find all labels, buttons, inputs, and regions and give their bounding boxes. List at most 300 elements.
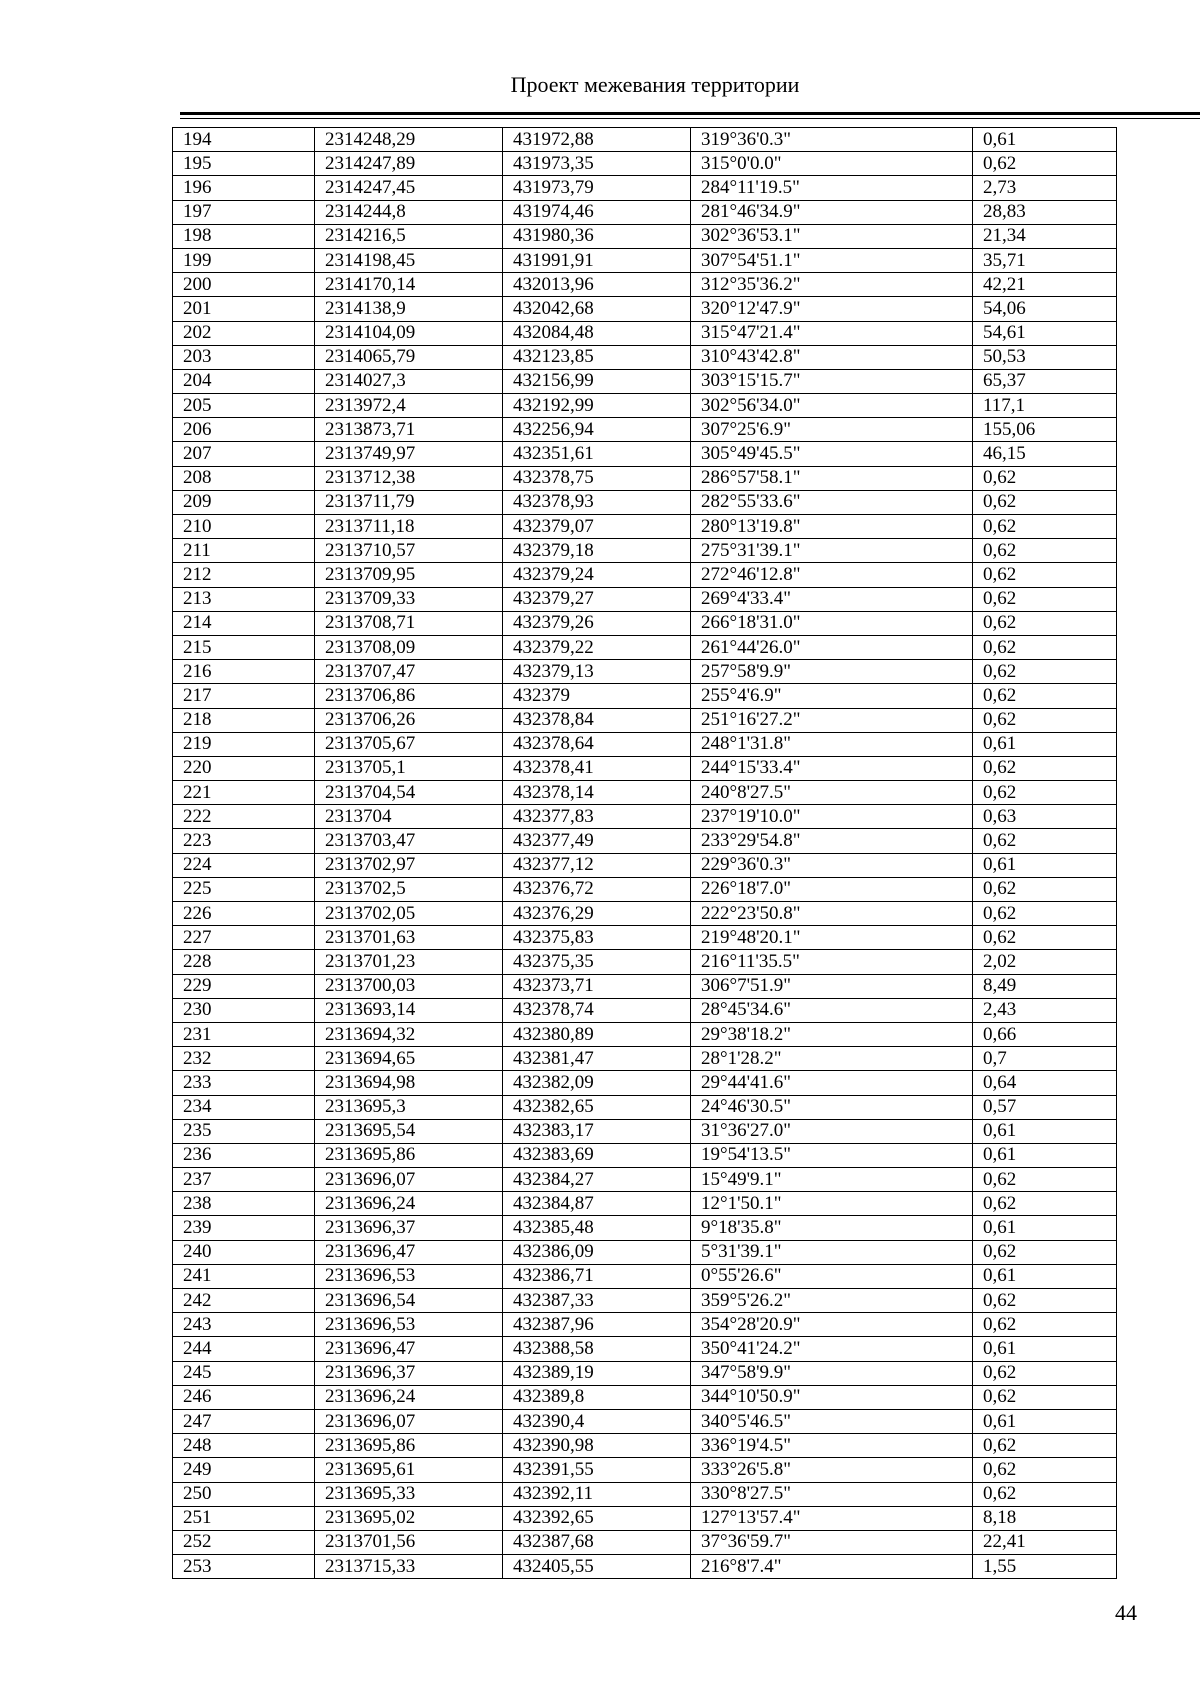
bearing-cell: 15°49'9.1" bbox=[691, 1168, 973, 1192]
table-row bbox=[173, 1482, 1117, 1506]
x-coordinate-cell: 2313695,02 bbox=[315, 1506, 503, 1530]
x-coordinate-cell: 2313702,97 bbox=[315, 853, 503, 877]
point-number-cell: 239 bbox=[173, 1216, 315, 1240]
y-coordinate-cell: 432390,4 bbox=[503, 1409, 691, 1433]
point-number-cell: 199 bbox=[173, 248, 315, 272]
y-coordinate-cell: 432378,93 bbox=[503, 490, 691, 514]
point-number-cell: 201 bbox=[173, 297, 315, 321]
y-coordinate-cell: 432373,71 bbox=[503, 974, 691, 998]
table-row bbox=[173, 805, 1117, 829]
coordinates-table-body bbox=[173, 128, 1117, 1579]
header-rule-thin bbox=[180, 118, 1200, 119]
distance-cell: 0,62 bbox=[973, 1289, 1117, 1313]
distance-cell: 22,41 bbox=[973, 1530, 1117, 1554]
y-coordinate-cell: 432375,83 bbox=[503, 926, 691, 950]
x-coordinate-cell: 2313694,98 bbox=[315, 1071, 503, 1095]
distance-cell: 0,61 bbox=[973, 1216, 1117, 1240]
bearing-cell: 216°11'35.5" bbox=[691, 950, 973, 974]
point-number-cell: 242 bbox=[173, 1289, 315, 1313]
y-coordinate-cell: 432380,89 bbox=[503, 1022, 691, 1046]
bearing-cell: 315°0'0.0" bbox=[691, 152, 973, 176]
y-coordinate-cell: 432388,58 bbox=[503, 1337, 691, 1361]
point-number-cell: 230 bbox=[173, 998, 315, 1022]
point-number-cell: 208 bbox=[173, 466, 315, 490]
bearing-cell: 319°36'0.3" bbox=[691, 128, 973, 152]
y-coordinate-cell: 432379,27 bbox=[503, 587, 691, 611]
y-coordinate-cell: 432386,09 bbox=[503, 1240, 691, 1264]
x-coordinate-cell: 2313873,71 bbox=[315, 418, 503, 442]
point-number-cell: 194 bbox=[173, 128, 315, 152]
bearing-cell: 310°43'42.8" bbox=[691, 345, 973, 369]
distance-cell: 2,73 bbox=[973, 176, 1117, 200]
point-number-cell: 235 bbox=[173, 1119, 315, 1143]
distance-cell: 54,06 bbox=[973, 297, 1117, 321]
point-number-cell: 197 bbox=[173, 200, 315, 224]
table-row bbox=[173, 466, 1117, 490]
distance-cell: 0,62 bbox=[973, 1482, 1117, 1506]
distance-cell: 0,61 bbox=[973, 1119, 1117, 1143]
table-row bbox=[173, 756, 1117, 780]
x-coordinate-cell: 2313696,24 bbox=[315, 1385, 503, 1409]
table-row bbox=[173, 635, 1117, 659]
x-coordinate-cell: 2313701,63 bbox=[315, 926, 503, 950]
y-coordinate-cell: 432389,19 bbox=[503, 1361, 691, 1385]
y-coordinate-cell: 432379,07 bbox=[503, 515, 691, 539]
point-number-cell: 196 bbox=[173, 176, 315, 200]
x-coordinate-cell: 2313706,86 bbox=[315, 684, 503, 708]
x-coordinate-cell: 2313695,3 bbox=[315, 1095, 503, 1119]
point-number-cell: 210 bbox=[173, 515, 315, 539]
x-coordinate-cell: 2313696,47 bbox=[315, 1337, 503, 1361]
point-number-cell: 245 bbox=[173, 1361, 315, 1385]
table-row bbox=[173, 950, 1117, 974]
y-coordinate-cell: 432390,98 bbox=[503, 1434, 691, 1458]
table-row bbox=[173, 1337, 1117, 1361]
bearing-cell: 307°25'6.9" bbox=[691, 418, 973, 442]
bearing-cell: 248°1'31.8" bbox=[691, 732, 973, 756]
x-coordinate-cell: 2313695,61 bbox=[315, 1458, 503, 1482]
point-number-cell: 250 bbox=[173, 1482, 315, 1506]
x-coordinate-cell: 2313709,33 bbox=[315, 587, 503, 611]
point-number-cell: 234 bbox=[173, 1095, 315, 1119]
y-coordinate-cell: 432379,24 bbox=[503, 563, 691, 587]
distance-cell: 65,37 bbox=[973, 369, 1117, 393]
distance-cell: 0,7 bbox=[973, 1047, 1117, 1071]
distance-cell: 0,62 bbox=[973, 1458, 1117, 1482]
table-row bbox=[173, 1530, 1117, 1554]
bearing-cell: 333°26'5.8" bbox=[691, 1458, 973, 1482]
point-number-cell: 237 bbox=[173, 1168, 315, 1192]
bearing-cell: 306°7'51.9" bbox=[691, 974, 973, 998]
x-coordinate-cell: 2313704 bbox=[315, 805, 503, 829]
point-number-cell: 233 bbox=[173, 1071, 315, 1095]
y-coordinate-cell: 432375,35 bbox=[503, 950, 691, 974]
distance-cell: 0,61 bbox=[973, 732, 1117, 756]
y-coordinate-cell: 432387,33 bbox=[503, 1289, 691, 1313]
distance-cell: 0,62 bbox=[973, 926, 1117, 950]
bearing-cell: 261°44'26.0" bbox=[691, 635, 973, 659]
x-coordinate-cell: 2313693,14 bbox=[315, 998, 503, 1022]
point-number-cell: 246 bbox=[173, 1385, 315, 1409]
x-coordinate-cell: 2313709,95 bbox=[315, 563, 503, 587]
table-row bbox=[173, 1506, 1117, 1530]
y-coordinate-cell: 432376,72 bbox=[503, 877, 691, 901]
distance-cell: 0,61 bbox=[973, 1337, 1117, 1361]
point-number-cell: 220 bbox=[173, 756, 315, 780]
y-coordinate-cell: 432384,87 bbox=[503, 1192, 691, 1216]
y-coordinate-cell: 432387,68 bbox=[503, 1530, 691, 1554]
bearing-cell: 237°19'10.0" bbox=[691, 805, 973, 829]
bearing-cell: 284°11'19.5" bbox=[691, 176, 973, 200]
bearing-cell: 219°48'20.1" bbox=[691, 926, 973, 950]
x-coordinate-cell: 2314248,29 bbox=[315, 128, 503, 152]
bearing-cell: 9°18'35.8" bbox=[691, 1216, 973, 1240]
x-coordinate-cell: 2313706,26 bbox=[315, 708, 503, 732]
table-row bbox=[173, 273, 1117, 297]
point-number-cell: 205 bbox=[173, 394, 315, 418]
distance-cell: 54,61 bbox=[973, 321, 1117, 345]
distance-cell: 0,63 bbox=[973, 805, 1117, 829]
point-number-cell: 227 bbox=[173, 926, 315, 950]
x-coordinate-cell: 2313749,97 bbox=[315, 442, 503, 466]
y-coordinate-cell: 431991,91 bbox=[503, 248, 691, 272]
x-coordinate-cell: 2313702,05 bbox=[315, 902, 503, 926]
y-coordinate-cell: 431980,36 bbox=[503, 224, 691, 248]
bearing-cell: 302°56'34.0" bbox=[691, 394, 973, 418]
point-number-cell: 247 bbox=[173, 1409, 315, 1433]
distance-cell: 0,62 bbox=[973, 684, 1117, 708]
distance-cell: 46,15 bbox=[973, 442, 1117, 466]
y-coordinate-cell: 432378,64 bbox=[503, 732, 691, 756]
x-coordinate-cell: 2313702,5 bbox=[315, 877, 503, 901]
x-coordinate-cell: 2313695,54 bbox=[315, 1119, 503, 1143]
point-number-cell: 200 bbox=[173, 273, 315, 297]
coordinates-table bbox=[172, 127, 1117, 1579]
point-number-cell: 240 bbox=[173, 1240, 315, 1264]
table-row bbox=[173, 1071, 1117, 1095]
table-row bbox=[173, 587, 1117, 611]
x-coordinate-cell: 2313694,65 bbox=[315, 1047, 503, 1071]
distance-cell: 0,62 bbox=[973, 902, 1117, 926]
point-number-cell: 226 bbox=[173, 902, 315, 926]
x-coordinate-cell: 2313705,67 bbox=[315, 732, 503, 756]
table-row bbox=[173, 877, 1117, 901]
table-row bbox=[173, 1264, 1117, 1288]
bearing-cell: 275°31'39.1" bbox=[691, 539, 973, 563]
y-coordinate-cell: 432392,65 bbox=[503, 1506, 691, 1530]
x-coordinate-cell: 2313705,1 bbox=[315, 756, 503, 780]
table-row bbox=[173, 1022, 1117, 1046]
table-row bbox=[173, 563, 1117, 587]
table-row bbox=[173, 248, 1117, 272]
y-coordinate-cell: 432382,09 bbox=[503, 1071, 691, 1095]
table-row bbox=[173, 394, 1117, 418]
bearing-cell: 37°36'59.7" bbox=[691, 1530, 973, 1554]
x-coordinate-cell: 2314027,3 bbox=[315, 369, 503, 393]
distance-cell: 0,61 bbox=[973, 128, 1117, 152]
bearing-cell: 24°46'30.5" bbox=[691, 1095, 973, 1119]
x-coordinate-cell: 2313711,79 bbox=[315, 490, 503, 514]
bearing-cell: 340°5'46.5" bbox=[691, 1409, 973, 1433]
point-number-cell: 223 bbox=[173, 829, 315, 853]
bearing-cell: 266°18'31.0" bbox=[691, 611, 973, 635]
x-coordinate-cell: 2314170,14 bbox=[315, 273, 503, 297]
x-coordinate-cell: 2313696,37 bbox=[315, 1216, 503, 1240]
point-number-cell: 244 bbox=[173, 1337, 315, 1361]
distance-cell: 0,62 bbox=[973, 756, 1117, 780]
table-row bbox=[173, 1289, 1117, 1313]
x-coordinate-cell: 2313694,32 bbox=[315, 1022, 503, 1046]
bearing-cell: 226°18'7.0" bbox=[691, 877, 973, 901]
distance-cell: 0,62 bbox=[973, 708, 1117, 732]
distance-cell: 155,06 bbox=[973, 418, 1117, 442]
distance-cell: 0,62 bbox=[973, 1240, 1117, 1264]
bearing-cell: 303°15'15.7" bbox=[691, 369, 973, 393]
point-number-cell: 241 bbox=[173, 1264, 315, 1288]
distance-cell: 0,62 bbox=[973, 1385, 1117, 1409]
bearing-cell: 5°31'39.1" bbox=[691, 1240, 973, 1264]
y-coordinate-cell: 432391,55 bbox=[503, 1458, 691, 1482]
point-number-cell: 217 bbox=[173, 684, 315, 708]
table-row bbox=[173, 902, 1117, 926]
x-coordinate-cell: 2313715,33 bbox=[315, 1555, 503, 1579]
x-coordinate-cell: 2313695,86 bbox=[315, 1434, 503, 1458]
y-coordinate-cell: 432378,74 bbox=[503, 998, 691, 1022]
point-number-cell: 222 bbox=[173, 805, 315, 829]
table-row bbox=[173, 442, 1117, 466]
table-row bbox=[173, 224, 1117, 248]
point-number-cell: 212 bbox=[173, 563, 315, 587]
x-coordinate-cell: 2313695,86 bbox=[315, 1143, 503, 1167]
point-number-cell: 207 bbox=[173, 442, 315, 466]
page-number: 44 bbox=[1115, 1600, 1137, 1625]
y-coordinate-cell: 431974,46 bbox=[503, 200, 691, 224]
bearing-cell: 12°1'50.1" bbox=[691, 1192, 973, 1216]
bearing-cell: 272°46'12.8" bbox=[691, 563, 973, 587]
distance-cell: 50,53 bbox=[973, 345, 1117, 369]
table-row bbox=[173, 1047, 1117, 1071]
y-coordinate-cell: 432123,85 bbox=[503, 345, 691, 369]
distance-cell: 0,62 bbox=[973, 539, 1117, 563]
table-row bbox=[173, 1458, 1117, 1482]
x-coordinate-cell: 2314065,79 bbox=[315, 345, 503, 369]
bearing-cell: 350°41'24.2" bbox=[691, 1337, 973, 1361]
y-coordinate-cell: 432378,75 bbox=[503, 466, 691, 490]
table-row bbox=[173, 321, 1117, 345]
distance-cell: 42,21 bbox=[973, 273, 1117, 297]
table-row bbox=[173, 781, 1117, 805]
x-coordinate-cell: 2314247,45 bbox=[315, 176, 503, 200]
bearing-cell: 347°58'9.9" bbox=[691, 1361, 973, 1385]
point-number-cell: 243 bbox=[173, 1313, 315, 1337]
y-coordinate-cell: 432385,48 bbox=[503, 1216, 691, 1240]
table-row bbox=[173, 1240, 1117, 1264]
point-number-cell: 206 bbox=[173, 418, 315, 442]
y-coordinate-cell: 432379,18 bbox=[503, 539, 691, 563]
bearing-cell: 29°44'41.6" bbox=[691, 1071, 973, 1095]
point-number-cell: 236 bbox=[173, 1143, 315, 1167]
distance-cell: 0,62 bbox=[973, 1313, 1117, 1337]
point-number-cell: 249 bbox=[173, 1458, 315, 1482]
point-number-cell: 232 bbox=[173, 1047, 315, 1071]
y-coordinate-cell: 432013,96 bbox=[503, 273, 691, 297]
y-coordinate-cell: 432042,68 bbox=[503, 297, 691, 321]
x-coordinate-cell: 2313712,38 bbox=[315, 466, 503, 490]
distance-cell: 0,57 bbox=[973, 1095, 1117, 1119]
y-coordinate-cell: 432156,99 bbox=[503, 369, 691, 393]
table-row bbox=[173, 418, 1117, 442]
distance-cell: 35,71 bbox=[973, 248, 1117, 272]
x-coordinate-cell: 2314247,89 bbox=[315, 152, 503, 176]
x-coordinate-cell: 2314198,45 bbox=[315, 248, 503, 272]
distance-cell: 0,62 bbox=[973, 152, 1117, 176]
y-coordinate-cell: 432376,29 bbox=[503, 902, 691, 926]
table-row bbox=[173, 684, 1117, 708]
page-header-title: Проект межевания территории bbox=[510, 72, 800, 97]
bearing-cell: 320°12'47.9" bbox=[691, 297, 973, 321]
y-coordinate-cell: 432377,83 bbox=[503, 805, 691, 829]
x-coordinate-cell: 2314104,09 bbox=[315, 321, 503, 345]
point-number-cell: 211 bbox=[173, 539, 315, 563]
x-coordinate-cell: 2313701,56 bbox=[315, 1530, 503, 1554]
bearing-cell: 216°8'7.4" bbox=[691, 1555, 973, 1579]
point-number-cell: 209 bbox=[173, 490, 315, 514]
point-number-cell: 213 bbox=[173, 587, 315, 611]
y-coordinate-cell: 432384,27 bbox=[503, 1168, 691, 1192]
table-row bbox=[173, 1313, 1117, 1337]
table-row bbox=[173, 732, 1117, 756]
bearing-cell: 257°58'9.9" bbox=[691, 660, 973, 684]
x-coordinate-cell: 2313707,47 bbox=[315, 660, 503, 684]
point-number-cell: 198 bbox=[173, 224, 315, 248]
bearing-cell: 305°49'45.5" bbox=[691, 442, 973, 466]
distance-cell: 0,62 bbox=[973, 1168, 1117, 1192]
distance-cell: 0,62 bbox=[973, 781, 1117, 805]
distance-cell: 0,62 bbox=[973, 829, 1117, 853]
y-coordinate-cell: 432383,69 bbox=[503, 1143, 691, 1167]
bearing-cell: 229°36'0.3" bbox=[691, 853, 973, 877]
point-number-cell: 216 bbox=[173, 660, 315, 684]
y-coordinate-cell: 431973,79 bbox=[503, 176, 691, 200]
point-number-cell: 218 bbox=[173, 708, 315, 732]
bearing-cell: 255°4'6.9" bbox=[691, 684, 973, 708]
point-number-cell: 215 bbox=[173, 635, 315, 659]
table-row bbox=[173, 1385, 1117, 1409]
x-coordinate-cell: 2314244,8 bbox=[315, 200, 503, 224]
distance-cell: 0,62 bbox=[973, 877, 1117, 901]
y-coordinate-cell: 431972,88 bbox=[503, 128, 691, 152]
distance-cell: 0,62 bbox=[973, 587, 1117, 611]
distance-cell: 2,02 bbox=[973, 950, 1117, 974]
point-number-cell: 253 bbox=[173, 1555, 315, 1579]
point-number-cell: 224 bbox=[173, 853, 315, 877]
bearing-cell: 222°23'50.8" bbox=[691, 902, 973, 926]
bearing-cell: 240°8'27.5" bbox=[691, 781, 973, 805]
table-row bbox=[173, 539, 1117, 563]
distance-cell: 0,62 bbox=[973, 635, 1117, 659]
x-coordinate-cell: 2313696,07 bbox=[315, 1168, 503, 1192]
table-row bbox=[173, 1095, 1117, 1119]
table-row bbox=[173, 369, 1117, 393]
y-coordinate-cell: 432351,61 bbox=[503, 442, 691, 466]
y-coordinate-cell: 432387,96 bbox=[503, 1313, 691, 1337]
bearing-cell: 28°45'34.6" bbox=[691, 998, 973, 1022]
table-row bbox=[173, 297, 1117, 321]
y-coordinate-cell: 432378,84 bbox=[503, 708, 691, 732]
x-coordinate-cell: 2313696,53 bbox=[315, 1264, 503, 1288]
point-number-cell: 203 bbox=[173, 345, 315, 369]
distance-cell: 0,62 bbox=[973, 660, 1117, 684]
y-coordinate-cell: 432382,65 bbox=[503, 1095, 691, 1119]
distance-cell: 8,18 bbox=[973, 1506, 1117, 1530]
x-coordinate-cell: 2313710,57 bbox=[315, 539, 503, 563]
bearing-cell: 280°13'19.8" bbox=[691, 515, 973, 539]
x-coordinate-cell: 2313696,07 bbox=[315, 1409, 503, 1433]
y-coordinate-cell: 432378,14 bbox=[503, 781, 691, 805]
table-row bbox=[173, 998, 1117, 1022]
distance-cell: 0,62 bbox=[973, 1434, 1117, 1458]
x-coordinate-cell: 2313701,23 bbox=[315, 950, 503, 974]
y-coordinate-cell: 432256,94 bbox=[503, 418, 691, 442]
bearing-cell: 302°36'53.1" bbox=[691, 224, 973, 248]
table-row bbox=[173, 660, 1117, 684]
x-coordinate-cell: 2313703,47 bbox=[315, 829, 503, 853]
point-number-cell: 202 bbox=[173, 321, 315, 345]
bearing-cell: 359°5'26.2" bbox=[691, 1289, 973, 1313]
distance-cell: 0,62 bbox=[973, 1361, 1117, 1385]
y-coordinate-cell: 432379,13 bbox=[503, 660, 691, 684]
table-row bbox=[173, 974, 1117, 998]
y-coordinate-cell: 432084,48 bbox=[503, 321, 691, 345]
x-coordinate-cell: 2314138,9 bbox=[315, 297, 503, 321]
table-row bbox=[173, 708, 1117, 732]
table-row bbox=[173, 1143, 1117, 1167]
bearing-cell: 354°28'20.9" bbox=[691, 1313, 973, 1337]
distance-cell: 0,62 bbox=[973, 490, 1117, 514]
x-coordinate-cell: 2313704,54 bbox=[315, 781, 503, 805]
table-row bbox=[173, 490, 1117, 514]
bearing-cell: 282°55'33.6" bbox=[691, 490, 973, 514]
x-coordinate-cell: 2313696,37 bbox=[315, 1361, 503, 1385]
x-coordinate-cell: 2313696,53 bbox=[315, 1313, 503, 1337]
point-number-cell: 229 bbox=[173, 974, 315, 998]
table-row bbox=[173, 1555, 1117, 1579]
bearing-cell: 269°4'33.4" bbox=[691, 587, 973, 611]
table-row bbox=[173, 128, 1117, 152]
x-coordinate-cell: 2313696,24 bbox=[315, 1192, 503, 1216]
x-coordinate-cell: 2313708,71 bbox=[315, 611, 503, 635]
y-coordinate-cell: 432392,11 bbox=[503, 1482, 691, 1506]
y-coordinate-cell: 432405,55 bbox=[503, 1555, 691, 1579]
table-row bbox=[173, 200, 1117, 224]
point-number-cell: 251 bbox=[173, 1506, 315, 1530]
table-row bbox=[173, 1216, 1117, 1240]
table-row bbox=[173, 1434, 1117, 1458]
table-row bbox=[173, 1361, 1117, 1385]
distance-cell: 1,55 bbox=[973, 1555, 1117, 1579]
distance-cell: 0,62 bbox=[973, 563, 1117, 587]
point-number-cell: 219 bbox=[173, 732, 315, 756]
distance-cell: 0,61 bbox=[973, 853, 1117, 877]
distance-cell: 0,61 bbox=[973, 1143, 1117, 1167]
bearing-cell: 19°54'13.5" bbox=[691, 1143, 973, 1167]
table-row bbox=[173, 515, 1117, 539]
distance-cell: 8,49 bbox=[973, 974, 1117, 998]
x-coordinate-cell: 2313711,18 bbox=[315, 515, 503, 539]
bearing-cell: 286°57'58.1" bbox=[691, 466, 973, 490]
bearing-cell: 315°47'21.4" bbox=[691, 321, 973, 345]
bearing-cell: 31°36'27.0" bbox=[691, 1119, 973, 1143]
